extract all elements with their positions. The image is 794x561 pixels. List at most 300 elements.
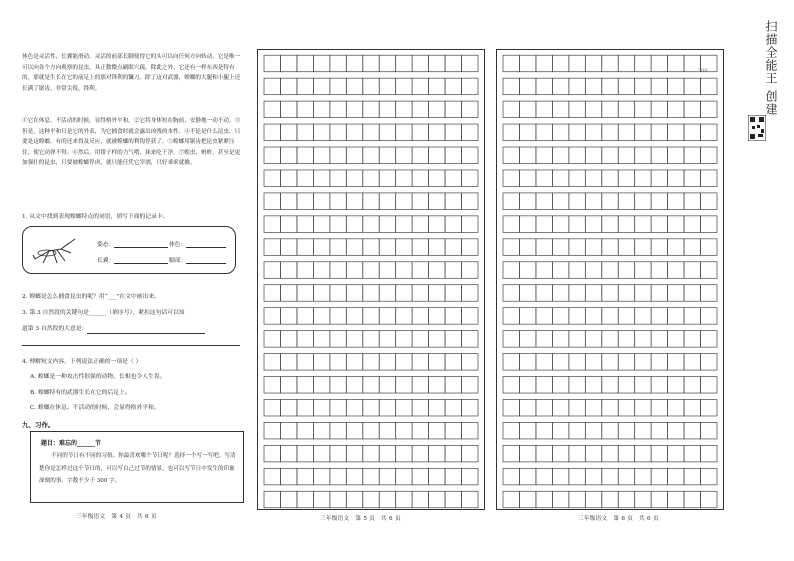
grid-cell[interactable] [635, 101, 651, 118]
grid-cell[interactable] [330, 216, 346, 233]
leg-blank[interactable] [186, 257, 226, 264]
grid-cell[interactable] [635, 377, 651, 394]
grid-cell[interactable] [651, 147, 667, 164]
grid-cell[interactable] [462, 216, 478, 233]
grid-cell[interactable] [585, 285, 601, 302]
grid-cell[interactable] [346, 399, 362, 416]
grid-cell[interactable] [701, 354, 717, 371]
grid-cell[interactable] [445, 308, 461, 325]
grid-cell[interactable] [569, 239, 585, 256]
grid-cell[interactable] [536, 422, 552, 439]
grid-cell[interactable] [429, 491, 445, 508]
grid-cell[interactable] [618, 78, 634, 95]
grid-cell[interactable] [396, 445, 412, 462]
grid-cell[interactable] [297, 468, 313, 485]
grid-cell[interactable] [552, 331, 568, 348]
grid-cell[interactable] [519, 331, 535, 348]
grid-cell[interactable] [684, 101, 700, 118]
posture-blank[interactable] [114, 241, 168, 248]
grid-cell[interactable] [602, 216, 618, 233]
grid-cell[interactable] [396, 193, 412, 210]
grid-cell[interactable] [280, 216, 296, 233]
grid-cell[interactable] [363, 354, 379, 371]
grid-cell[interactable] [635, 239, 651, 256]
grid-cell[interactable] [396, 147, 412, 164]
grid-cell[interactable] [536, 239, 552, 256]
grid-cell[interactable] [569, 285, 585, 302]
grid-cell[interactable] [297, 377, 313, 394]
grid-cell[interactable] [585, 354, 601, 371]
grid-cell[interactable] [379, 239, 395, 256]
grid-cell[interactable] [363, 445, 379, 462]
grid-cell[interactable] [445, 147, 461, 164]
grid-cell[interactable] [618, 124, 634, 141]
grid-cell[interactable] [412, 170, 428, 187]
grid-cell[interactable] [536, 78, 552, 95]
grid-cell[interactable] [429, 331, 445, 348]
grid-cell[interactable] [280, 147, 296, 164]
grid-cell[interactable] [462, 101, 478, 118]
grid-cell[interactable] [651, 170, 667, 187]
grid-cell[interactable] [651, 78, 667, 95]
grid-cell[interactable] [429, 239, 445, 256]
grid-cell[interactable] [330, 422, 346, 439]
grid-cell[interactable] [297, 422, 313, 439]
option-a[interactable]: A. 螳螂是一种攻击性很强的动物，长相也令人生畏。 [30, 374, 166, 380]
grid-cell[interactable] [297, 491, 313, 508]
grid-cell[interactable] [618, 308, 634, 325]
grid-cell[interactable] [519, 285, 535, 302]
grid-cell[interactable] [684, 331, 700, 348]
grid-cell[interactable] [536, 124, 552, 141]
grid-cell[interactable] [379, 285, 395, 302]
grid-cell[interactable] [412, 491, 428, 508]
grid-cell[interactable] [635, 78, 651, 95]
grid-cell[interactable] [313, 445, 329, 462]
grid-cell[interactable] [330, 399, 346, 416]
grid-cell[interactable] [462, 354, 478, 371]
grid-cell[interactable] [503, 445, 519, 462]
grid-cell[interactable] [701, 468, 717, 485]
grid-cell[interactable] [635, 399, 651, 416]
grid-cell[interactable] [297, 308, 313, 325]
grid-cell[interactable] [429, 445, 445, 462]
grid-cell[interactable] [462, 124, 478, 141]
grid-cell[interactable] [701, 285, 717, 302]
grid-cell[interactable] [536, 308, 552, 325]
grid-cell[interactable] [503, 468, 519, 485]
grid-cell[interactable] [618, 377, 634, 394]
grid-cell[interactable] [635, 491, 651, 508]
grid-cell[interactable] [635, 422, 651, 439]
grid-cell[interactable] [701, 239, 717, 256]
grid-cell[interactable] [346, 308, 362, 325]
grid-cell[interactable] [396, 354, 412, 371]
grid-cell[interactable] [668, 216, 684, 233]
grid-cell[interactable] [651, 101, 667, 118]
grid-cell[interactable] [684, 262, 700, 279]
grid-cell[interactable] [379, 55, 395, 72]
grid-cell[interactable] [330, 170, 346, 187]
grid-cell[interactable] [346, 55, 362, 72]
grid-cell[interactable] [668, 468, 684, 485]
grid-cell[interactable] [684, 147, 700, 164]
grid-cell[interactable] [519, 193, 535, 210]
grid-cell[interactable] [635, 308, 651, 325]
grid-cell[interactable] [569, 262, 585, 279]
grid-cell[interactable] [429, 78, 445, 95]
grid-cell[interactable] [503, 331, 519, 348]
grid-cell[interactable] [363, 422, 379, 439]
grid-cell[interactable] [280, 285, 296, 302]
grid-cell[interactable] [668, 422, 684, 439]
grid-cell[interactable] [503, 101, 519, 118]
grid-cell[interactable] [635, 124, 651, 141]
grid-cell[interactable] [701, 124, 717, 141]
grid-cell[interactable] [519, 216, 535, 233]
grid-cell[interactable] [363, 285, 379, 302]
grid-cell[interactable] [602, 331, 618, 348]
grid-cell[interactable] [701, 170, 717, 187]
grid-cell[interactable] [668, 239, 684, 256]
grid-cell[interactable] [379, 124, 395, 141]
grid-cell[interactable] [651, 308, 667, 325]
grid-cell[interactable] [445, 101, 461, 118]
grid-cell[interactable] [585, 78, 601, 95]
grid-cell[interactable] [684, 422, 700, 439]
grid-cell[interactable] [346, 491, 362, 508]
grid-cell[interactable] [346, 78, 362, 95]
grid-cell[interactable] [346, 170, 362, 187]
grid-cell[interactable] [462, 239, 478, 256]
grid-cell[interactable] [330, 308, 346, 325]
grid-cell[interactable] [684, 170, 700, 187]
grid-cell[interactable] [536, 377, 552, 394]
grid-cell[interactable] [429, 101, 445, 118]
grid-cell[interactable] [429, 262, 445, 279]
grid-cell[interactable] [618, 193, 634, 210]
grid-cell[interactable] [396, 262, 412, 279]
grid-cell[interactable] [396, 399, 412, 416]
grid-cell[interactable] [585, 124, 601, 141]
grid-cell[interactable] [412, 468, 428, 485]
grid-cell[interactable] [536, 170, 552, 187]
grid-cell[interactable] [701, 216, 717, 233]
grid-cell[interactable] [313, 262, 329, 279]
grid-cell[interactable] [363, 147, 379, 164]
grid-cell[interactable] [651, 422, 667, 439]
grid-cell[interactable] [602, 239, 618, 256]
grid-cell[interactable] [668, 445, 684, 462]
grid-cell[interactable] [280, 78, 296, 95]
grid-cell[interactable] [569, 308, 585, 325]
grid-cell[interactable] [651, 193, 667, 210]
grid-cell[interactable] [503, 377, 519, 394]
color-blank[interactable] [186, 241, 226, 248]
grid-cell[interactable] [445, 468, 461, 485]
grid-cell[interactable] [519, 170, 535, 187]
grid-cell[interactable] [396, 308, 412, 325]
grid-cell[interactable] [280, 262, 296, 279]
grid-cell[interactable] [503, 285, 519, 302]
grid-cell[interactable] [668, 78, 684, 95]
grid-cell[interactable] [552, 78, 568, 95]
grid-cell[interactable] [651, 445, 667, 462]
grid-cell[interactable] [297, 331, 313, 348]
grid-cell[interactable] [297, 170, 313, 187]
grid-cell[interactable] [618, 216, 634, 233]
grid-cell[interactable] [462, 422, 478, 439]
q3-answer-blank[interactable] [87, 327, 205, 334]
grid-cell[interactable] [519, 445, 535, 462]
grid-cell[interactable] [536, 354, 552, 371]
grid-cell[interactable] [264, 285, 280, 302]
grid-cell[interactable] [264, 354, 280, 371]
grid-cell[interactable] [635, 285, 651, 302]
grid-cell[interactable] [363, 399, 379, 416]
grid-cell[interactable] [585, 331, 601, 348]
grid-cell[interactable] [412, 445, 428, 462]
grid-cell[interactable] [379, 78, 395, 95]
grid-cell[interactable] [536, 101, 552, 118]
grid-cell[interactable] [264, 308, 280, 325]
grid-cell[interactable] [280, 124, 296, 141]
grid-cell[interactable] [264, 216, 280, 233]
grid-cell[interactable] [552, 216, 568, 233]
grid-cell[interactable] [462, 445, 478, 462]
grid-cell[interactable] [412, 216, 428, 233]
option-b[interactable]: B. 螳螂特有的武器生长在它的后足上。 [30, 390, 131, 396]
grid-cell[interactable] [569, 78, 585, 95]
grid-cell[interactable] [651, 124, 667, 141]
grid-cell[interactable] [552, 285, 568, 302]
grid-cell[interactable] [618, 445, 634, 462]
grid-cell[interactable] [602, 262, 618, 279]
grid-cell[interactable] [346, 377, 362, 394]
grid-cell[interactable] [379, 262, 395, 279]
grid-cell[interactable] [429, 377, 445, 394]
grid-cell[interactable] [313, 377, 329, 394]
grid-cell[interactable] [462, 468, 478, 485]
grid-cell[interactable] [536, 216, 552, 233]
grid-cell[interactable] [503, 354, 519, 371]
grid-cell[interactable] [330, 331, 346, 348]
grid-cell[interactable] [379, 216, 395, 233]
grid-cell[interactable] [264, 445, 280, 462]
grid-cell[interactable] [363, 124, 379, 141]
grid-cell[interactable] [445, 445, 461, 462]
grid-cell[interactable] [297, 55, 313, 72]
grid-cell[interactable] [585, 262, 601, 279]
grid-cell[interactable] [363, 308, 379, 325]
grid-cell[interactable] [585, 55, 601, 72]
grid-cell[interactable] [519, 78, 535, 95]
grid-cell[interactable] [297, 285, 313, 302]
grid-cell[interactable] [280, 491, 296, 508]
grid-cell[interactable] [379, 468, 395, 485]
grid-cell[interactable] [668, 354, 684, 371]
grid-cell[interactable] [552, 193, 568, 210]
grid-cell[interactable] [396, 124, 412, 141]
grid-cell[interactable] [552, 124, 568, 141]
grid-cell[interactable] [462, 262, 478, 279]
grid-cell[interactable] [264, 124, 280, 141]
answer-line[interactable] [22, 345, 240, 346]
grid-cell[interactable] [602, 124, 618, 141]
grid-cell[interactable] [668, 101, 684, 118]
grid-cell[interactable] [379, 491, 395, 508]
grid-cell[interactable] [363, 55, 379, 72]
grid-cell[interactable] [445, 399, 461, 416]
grid-cell[interactable] [503, 262, 519, 279]
grid-cell[interactable] [429, 354, 445, 371]
grid-cell[interactable] [618, 55, 634, 72]
grid-cell[interactable] [668, 331, 684, 348]
grid-cell[interactable] [618, 101, 634, 118]
grid-cell[interactable] [429, 422, 445, 439]
grid-cell[interactable] [569, 399, 585, 416]
grid-cell[interactable] [330, 239, 346, 256]
grid-cell[interactable] [346, 101, 362, 118]
grid-cell[interactable] [552, 354, 568, 371]
grid-cell[interactable] [602, 308, 618, 325]
grid-cell[interactable] [429, 399, 445, 416]
grid-cell[interactable] [602, 445, 618, 462]
grid-cell[interactable] [264, 147, 280, 164]
grid-cell[interactable] [363, 491, 379, 508]
grid-cell[interactable] [445, 193, 461, 210]
grid-cell[interactable] [569, 354, 585, 371]
grid-cell[interactable] [396, 78, 412, 95]
grid-cell[interactable] [396, 55, 412, 72]
grid-cell[interactable] [668, 399, 684, 416]
grid-cell[interactable] [552, 468, 568, 485]
grid-cell[interactable] [602, 101, 618, 118]
grid-cell[interactable] [462, 78, 478, 95]
grid-cell[interactable] [396, 216, 412, 233]
grid-cell[interactable] [684, 445, 700, 462]
grid-cell[interactable] [602, 193, 618, 210]
grid-cell[interactable] [379, 170, 395, 187]
grid-cell[interactable] [379, 308, 395, 325]
grid-cell[interactable] [569, 216, 585, 233]
grid-cell[interactable] [668, 147, 684, 164]
grid-cell[interactable] [280, 354, 296, 371]
grid-cell[interactable] [585, 193, 601, 210]
grid-cell[interactable] [684, 239, 700, 256]
grid-cell[interactable] [701, 422, 717, 439]
grid-cell[interactable] [363, 331, 379, 348]
grid-cell[interactable] [602, 285, 618, 302]
grid-cell[interactable] [668, 55, 684, 72]
grid-cell[interactable] [569, 331, 585, 348]
grid-cell[interactable] [536, 331, 552, 348]
grid-cell[interactable] [503, 422, 519, 439]
grid-cell[interactable] [445, 216, 461, 233]
grid-cell[interactable] [412, 124, 428, 141]
grid-cell[interactable] [701, 331, 717, 348]
grid-cell[interactable] [701, 262, 717, 279]
grid-cell[interactable] [280, 468, 296, 485]
grid-cell[interactable] [297, 239, 313, 256]
grid-cell[interactable] [668, 285, 684, 302]
grid-cell[interactable] [462, 491, 478, 508]
grid-cell[interactable] [445, 262, 461, 279]
grid-cell[interactable] [429, 193, 445, 210]
grid-cell[interactable] [668, 262, 684, 279]
grid-cell[interactable] [346, 285, 362, 302]
grid-cell[interactable] [701, 147, 717, 164]
grid-cell[interactable] [618, 147, 634, 164]
grid-cell[interactable] [519, 308, 535, 325]
grid-cell[interactable] [602, 422, 618, 439]
grid-cell[interactable] [346, 445, 362, 462]
grid-cell[interactable] [429, 124, 445, 141]
grid-cell[interactable] [396, 239, 412, 256]
grid-cell[interactable] [635, 216, 651, 233]
grid-cell[interactable] [552, 55, 568, 72]
grid-cell[interactable] [346, 422, 362, 439]
grid-cell[interactable] [536, 445, 552, 462]
grid-cell[interactable] [445, 78, 461, 95]
grid-cell[interactable] [569, 55, 585, 72]
grid-cell[interactable] [519, 262, 535, 279]
grid-cell[interactable] [297, 216, 313, 233]
grid-cell[interactable] [330, 377, 346, 394]
grid-cell[interactable] [412, 262, 428, 279]
grid-cell[interactable] [651, 377, 667, 394]
grid-cell[interactable] [445, 170, 461, 187]
grid-cell[interactable] [618, 239, 634, 256]
grid-cell[interactable] [280, 170, 296, 187]
grid-cell[interactable] [346, 239, 362, 256]
grid-cell[interactable] [330, 445, 346, 462]
grid-cell[interactable] [280, 55, 296, 72]
grid-cell[interactable] [701, 491, 717, 508]
grid-cell[interactable] [618, 399, 634, 416]
grid-cell[interactable] [618, 285, 634, 302]
grid-cell[interactable] [330, 55, 346, 72]
grid-cell[interactable] [602, 491, 618, 508]
grid-cell[interactable] [313, 193, 329, 210]
grid-cell[interactable] [313, 55, 329, 72]
grid-cell[interactable] [635, 170, 651, 187]
grid-cell[interactable] [569, 101, 585, 118]
grid-cell[interactable] [503, 55, 519, 72]
grid-cell[interactable] [346, 147, 362, 164]
grid-cell[interactable] [412, 285, 428, 302]
grid-cell[interactable] [280, 377, 296, 394]
grid-cell[interactable] [429, 170, 445, 187]
grid-cell[interactable] [396, 422, 412, 439]
grid-cell[interactable] [330, 124, 346, 141]
grid-cell[interactable] [602, 468, 618, 485]
grid-cell[interactable] [462, 308, 478, 325]
grid-cell[interactable] [297, 262, 313, 279]
grid-cell[interactable] [618, 491, 634, 508]
grid-cell[interactable] [429, 55, 445, 72]
grid-cell[interactable] [330, 285, 346, 302]
grid-cell[interactable] [379, 354, 395, 371]
grid-cell[interactable] [651, 354, 667, 371]
grid-cell[interactable] [363, 170, 379, 187]
grid-cell[interactable] [412, 399, 428, 416]
grid-cell[interactable] [569, 422, 585, 439]
grid-cell[interactable] [264, 55, 280, 72]
grid-cell[interactable] [363, 468, 379, 485]
grid-cell[interactable] [552, 147, 568, 164]
grid-cell[interactable] [701, 308, 717, 325]
